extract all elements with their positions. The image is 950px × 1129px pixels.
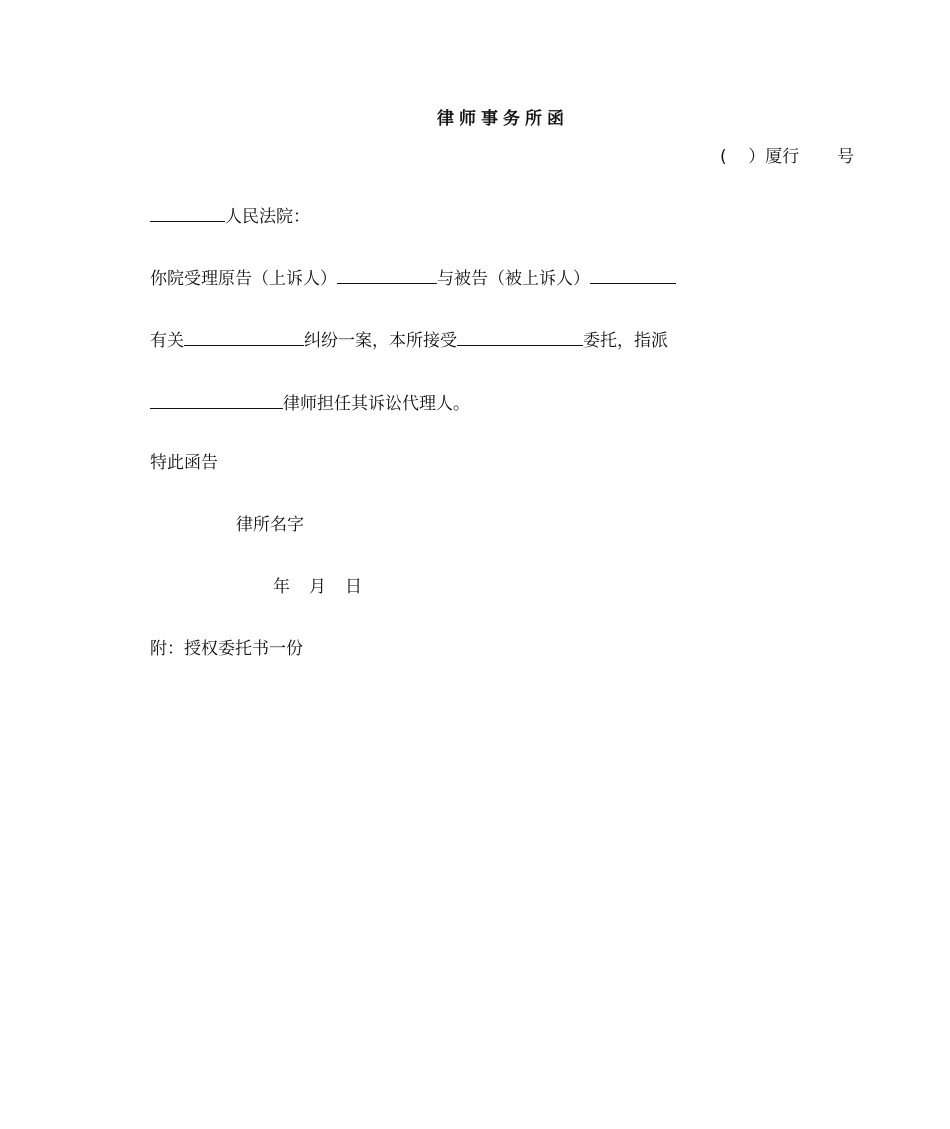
attachment-note: 附：授权委托书一份 xyxy=(150,639,303,659)
date-line xyxy=(273,575,362,599)
client-blank[interactable] xyxy=(457,327,583,346)
closing-text: 特此函告 xyxy=(150,453,218,473)
document-title: 律师事务所函 xyxy=(437,109,569,129)
dispute-type-blank[interactable] xyxy=(184,327,304,346)
paragraph-line-1 xyxy=(150,265,676,291)
date-day: 日 xyxy=(345,577,362,597)
defendant-blank[interactable] xyxy=(590,265,676,284)
para1-text-a: 你院受理原告（上诉人） xyxy=(150,269,337,289)
paragraph-line-3 xyxy=(150,390,470,416)
lawyer-name-blank[interactable] xyxy=(150,390,283,409)
para2-text-b: 纠纷一案，本所接受 xyxy=(304,331,457,351)
date-year: 年 xyxy=(273,577,290,597)
para2-text-c: 委托，指派 xyxy=(583,331,668,351)
addressee-suffix: 人民法院： xyxy=(225,207,310,227)
date-month: 月 xyxy=(309,577,326,597)
para3-text-a: 律师担任其诉讼代理人。 xyxy=(283,394,470,414)
paragraph-line-2 xyxy=(150,327,668,353)
plaintiff-blank[interactable] xyxy=(337,265,437,284)
para2-text-a: 有关 xyxy=(150,331,184,351)
signature-firm-name: 律所名字 xyxy=(236,515,304,535)
addressee-line xyxy=(150,203,310,229)
document-number: ( ）厦行 号 xyxy=(720,147,855,167)
para1-text-b: 与被告（被上诉人） xyxy=(437,269,590,289)
court-name-blank[interactable] xyxy=(150,203,225,222)
